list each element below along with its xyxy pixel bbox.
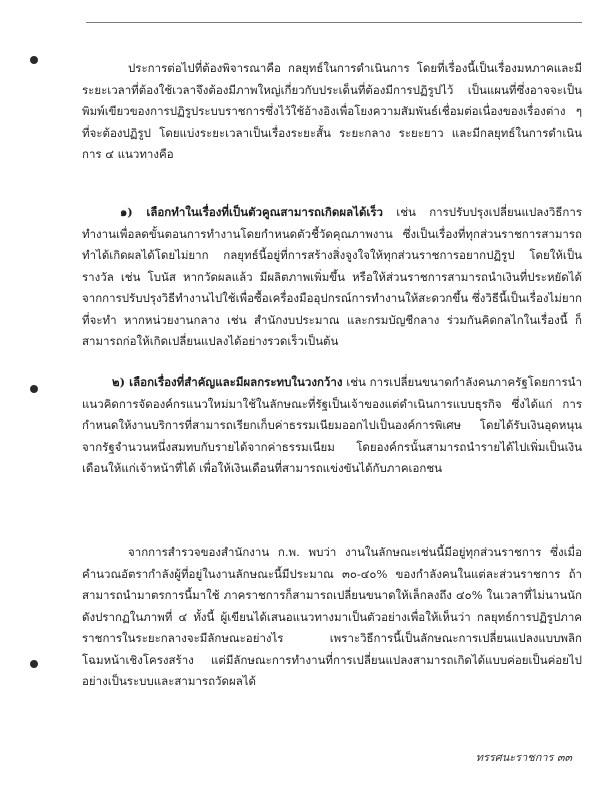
page-footer: ทรรศนะราชการ ๓๓ <box>475 751 572 764</box>
paragraph-text: จากการสำรวจของสำนักงาน ก.พ. พบว่า งานในลักษณะเช่นนี้มีอยู่ทุกส่วนราชการ ซึ่งเมื่อคำนวณอัตรากำลังผู้ที่อยู่ในงานลักษณะนี้มีประมาณ ๓๐-๔๐% ของกำลังคนในแต่ละส่วนราชการ ถ้าสามารถนำมาตรการนี้มาใช้ ภาคราชการก็สามารถเปลี่ยนขนาดให้เล็กลงถึง ๔๐% ในเวลาที่ไม่นานนักดังปรากฏในภาพที่ ๔ ทั้งนี้ ผู้เขียนได้เสนอแนวทางมาเป็นตัวอย่างเพื่อให้เห็นว่า กลยุทธ์การปฏิรูปภาคราชการในระยะกลางจะมีลักษณะอย่างไร เพราะวิธีการนี้เป็นลักษณะการเปลี่ยนแปลงแบบพลิกโฉมหน้าเชิงโครงสร้าง แต่มีลักษณะการทำงานที่การเปลี่ยนแปลงสามารถเกิดได้แบบค่อยเป็นค่อยไปอย่างเป็นระบบและสามารถวัดผลได้ <box>82 545 582 688</box>
strategy-1-heading: ๑) เลือกทำในเรื่องที่เป็นตัวคูณสามารถเกิดผลได้เร็ว <box>120 205 383 219</box>
binder-hole-middle <box>30 385 38 393</box>
strategy-2-heading: ๒) เลือกเรื่องที่สำคัญและมีผลกระทบในวงกว้าง <box>112 375 343 389</box>
top-rule <box>86 22 582 23</box>
binder-hole-top <box>30 56 38 64</box>
paragraph-text: เช่น การปรับปรุงเปลี่ยนแปลงวิธีการทำงานเพื่อลดขั้นตอนการทำงานโดยกำหนดตัวชี้วัดคุณภาพงาน ซึ่งเป็นเรื่องที่ทุกส่วนราชการสามารถทำได้เกิดผลได้โดยไม่ยาก กลยุทธ์นี้อยู่ที่การสร้างสิ่งจูงใจให้ทุกส่วนราชการอยากปฏิรูป โดยให้เป็นรางวัล เช่น โบนัส หากวัดผลแล้ว มีผลิตภาพเพิ่มขึ้น หรือให้ส่วนราชการสามารถนำเงินที่ประหยัดได้จากการปรับปรุงวิธีทำงานไปใช้เพื่อซื้อเครื่องมืออุปกรณ์การทำงานให้สะดวกขึ้น ซึ่งวิธีนี้เป็นเรื่องไม่ยากที่จะทำ หากหน่วยงานกลาง เช่น สำนักงบประมาณ และกรมบัญชีกลาง ร่วมกันคิดกลไกในเรื่องนี้ ก็สามารถก่อให้เกิดเปลี่ยนแปลงได้อย่างรวดเร็วเป็นต้น <box>82 205 582 348</box>
paragraph-strategy-2 <box>82 372 582 480</box>
binder-hole-bottom <box>30 660 38 668</box>
paragraph-survey <box>82 542 582 693</box>
paragraph-strategy-1 <box>82 202 582 353</box>
paragraph-text: ประการต่อไปที่ต้องพิจารณาคือ กลยุทธ์ในการดำเนินการ โดยที่เรื่องนี้เป็นเรื่องมหภาคและมีระยะเวลาที่ต้องใช้เวลาจึงต้องมีภาพใหญ่เกี่ยวกับประเด็นที่ต้องมีการปฏิรูปไว้ เป็นแผนที่ซึ่งอาจจะเป็นพิมพ์เขียวของการปฏิรูประบบราชการซึ่งไว้ใช้อ้างอิงเพื่อโยงความสัมพันธ์เชื่อมต่อเนื่องของเรื่องต่าง ๆ ที่จะต้องปฏิรูป โดยแบ่งระยะเวลาเป็นเรื่องระยะสั้น ระยะกลาง ระยะยาว และมีกลยุทธ์ในการดำเนินการ ๔ แนวทางคือ <box>82 61 582 161</box>
paragraph-text: เช่น การเปลี่ยนขนาดกำลังคนภาครัฐโดยการนำแนวคิดการจัดองค์กรแนวใหม่มาใช้ในลักษณะที่รัฐเป็นเจ้าของแต่ดำเนินการแบบธุรกิจ ซึ่งได้แก่ การกำหนดให้งานบริการที่สามารถเรียกเก็บค่าธรรมเนียมออกไปเป็นองค์การพิเศษ โดยได้รับเงินอุดหนุนจากรัฐจำนวนหนึ่งสมทบกับรายได้จากค่าธรรมเนียม โดยองค์กรนั้นสามารถนำรายได้ไปเพิ่มเป็นเงินเดือนให้แก่เจ้าหน้าที่ได้ เพื่อให้เงินเดือนที่สามารถแข่งขันได้กับภาคเอกชน <box>82 375 582 475</box>
paragraph-strategy-intro <box>82 58 582 166</box>
